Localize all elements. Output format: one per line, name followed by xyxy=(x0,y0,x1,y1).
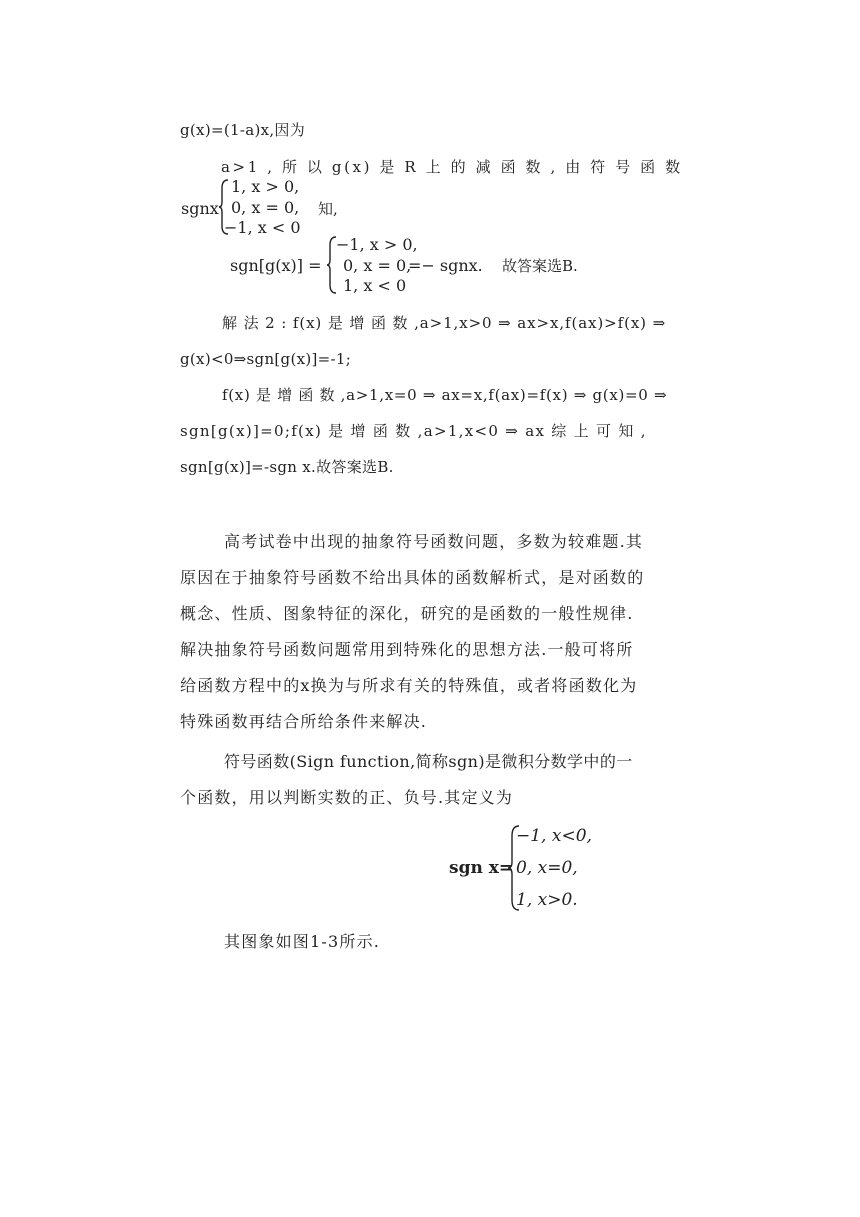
para1-line: 高考试卷中出现的抽象符号函数问题，多数为较难题.其 xyxy=(224,532,644,551)
figure-reference: 其图象如图1-3所示. xyxy=(224,932,381,951)
solution2-line3: f(x) 是 增 函 数 ,a>1,x=0 ⇒ ax=x,f(ax)=f(x) ⇒ g(x)=0 ⇒ xyxy=(222,386,668,404)
solution2-line1: 解 法 2 : f(x) 是 增 函 数 ,a>1,x>0 ⇒ ax>x,f(ax)>f(x) ⇒ xyxy=(222,314,667,332)
para1-line: 概念、性质、图象特征的深化，研究的是函数的一般性规律. xyxy=(180,604,634,623)
solution2-line4: sgn[g(x)]=0;f(x) 是 增 函 数 ,a>1,x<0 ⇒ ax 综 上 可 知 , xyxy=(180,422,647,440)
para1-line: 原因在于抽象符号函数不给出具体的函数解析式，是对函数的 xyxy=(180,568,645,587)
line-a-gt-1: a>1 , 所 以 g(x) 是 R 上 的 减 函 数 , 由 符 号 函 数 xyxy=(221,158,683,176)
solution2-line2: g(x)<0⇒sgn[g(x)]=-1; xyxy=(180,350,352,368)
para2-line: 个函数，用以判断实数的正、负号.其定义为 xyxy=(180,788,514,807)
def-case-3: 1, x>0. xyxy=(516,890,578,910)
solution2-line5: sgn[g(x)]=-sgn x.故答案选B. xyxy=(180,458,394,476)
para2-line: 符号函数(Sign function,简称sgn)是微积分数学中的一 xyxy=(224,752,633,771)
sgng-tail: =− sgnx. xyxy=(408,256,483,275)
para1-line: 解决抽象符号函数问题常用到特殊化的思想方法.一般可将所 xyxy=(180,640,634,659)
zhi-text: 知, xyxy=(318,200,338,218)
line-g-of-x: g(x)=(1-a)x,因为 xyxy=(180,121,306,139)
para1-line: 给函数方程中的x换为与所求有关的特殊值，或者将函数化为 xyxy=(180,676,638,695)
sgng-case-1: −1, x > 0, xyxy=(336,235,418,254)
def-case-2: 0, x=0, xyxy=(516,858,578,878)
answer-b-1: 故答案选B. xyxy=(502,257,578,275)
sgng-case-2: 0, x = 0, xyxy=(343,256,412,275)
sgnx-label: sgnx xyxy=(181,199,219,218)
def-case-1: −1, x<0, xyxy=(516,826,592,846)
sgnx-case-2: 0, x = 0, xyxy=(231,198,300,217)
sgng-label: sgn[g(x)] = xyxy=(230,256,322,275)
para1-line: 特殊函数再结合所给条件来解决. xyxy=(180,712,428,731)
sgnx-case-3: −1, x < 0 xyxy=(224,218,301,237)
sgng-case-3: 1, x < 0 xyxy=(343,276,407,295)
sgn-x-label: sgn x= xyxy=(449,858,514,878)
sgnx-case-1: 1, x > 0, xyxy=(231,177,300,196)
